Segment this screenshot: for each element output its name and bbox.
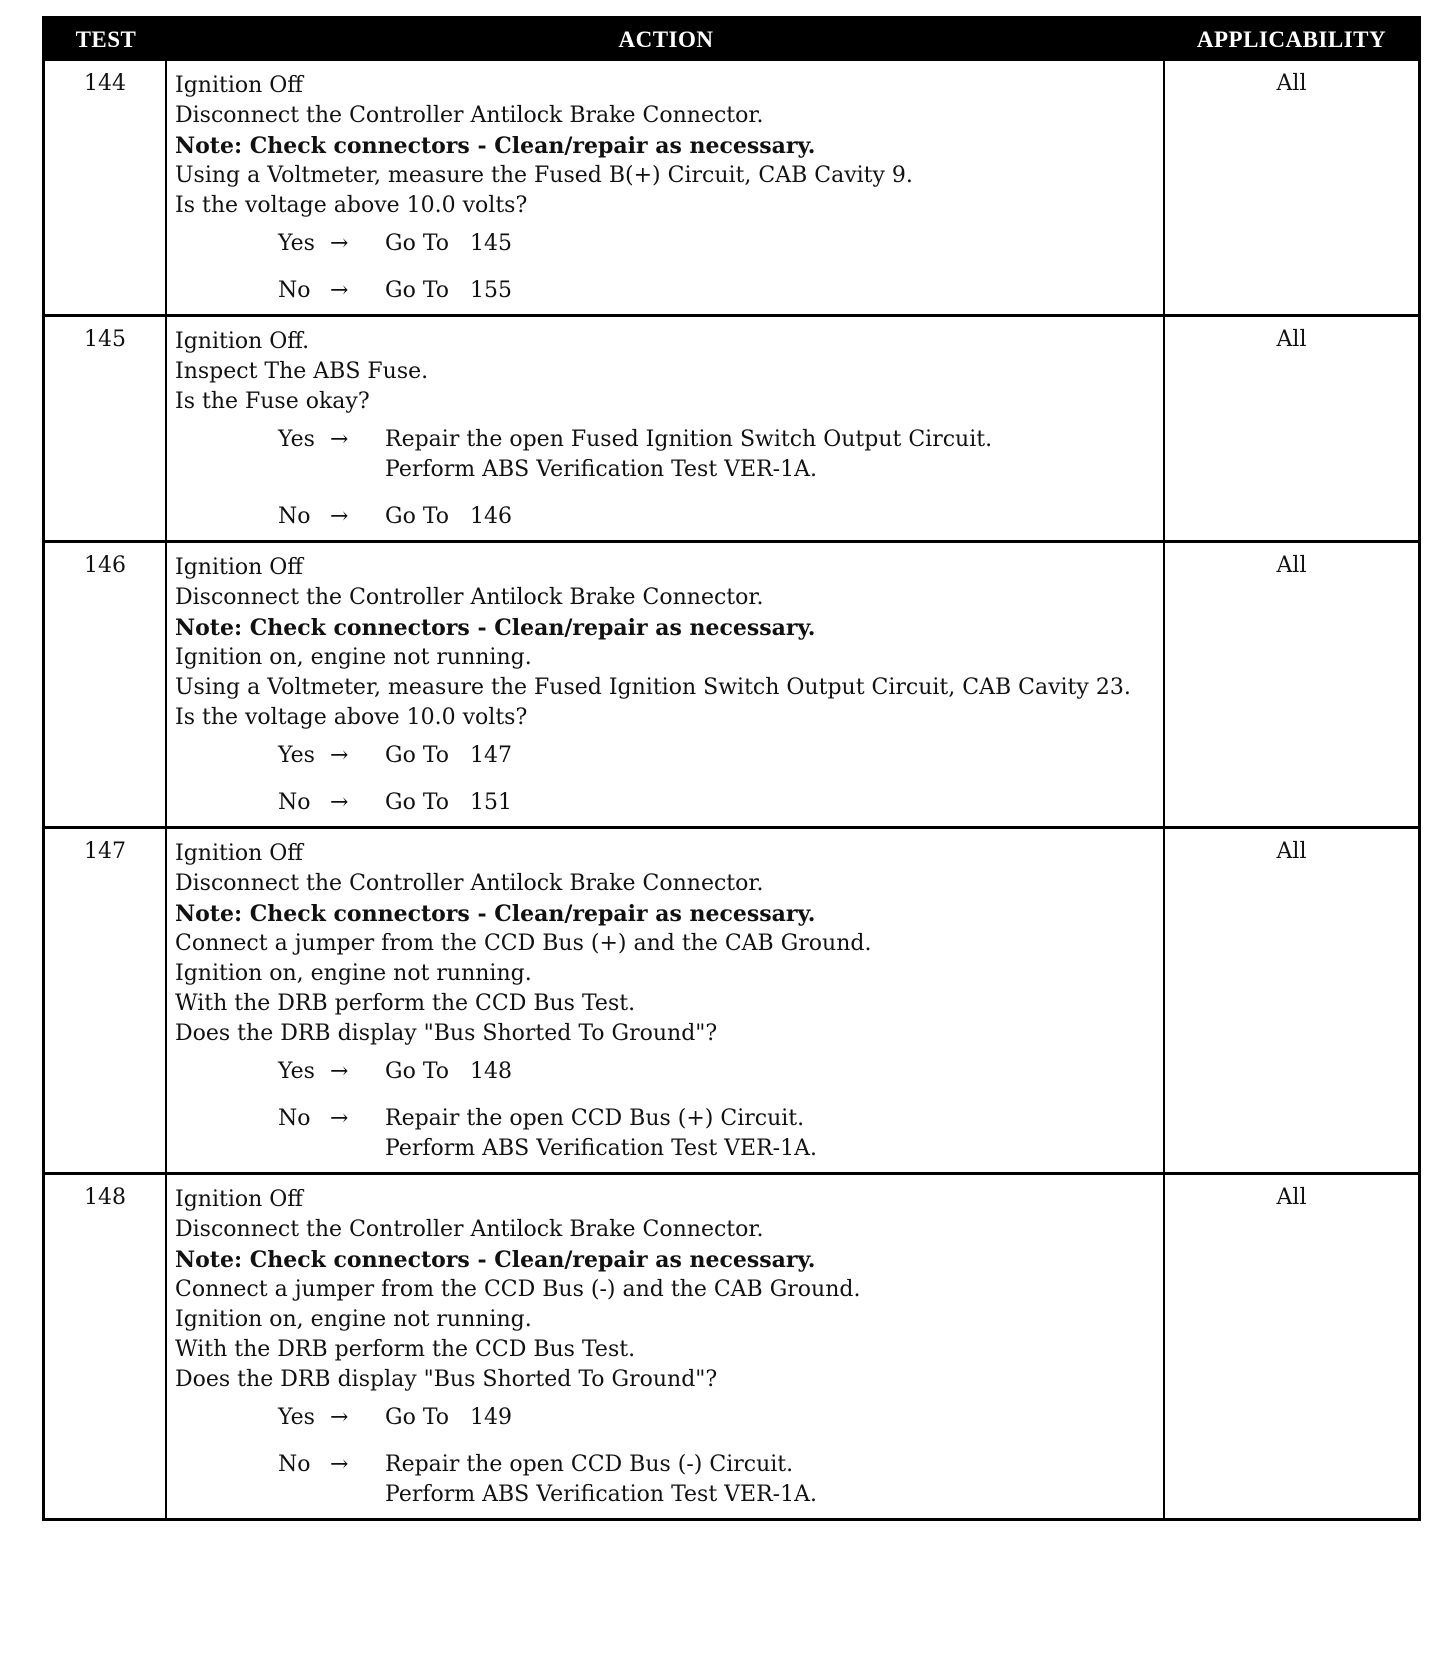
branch-no <box>278 502 1157 532</box>
action-step: Ignition Off <box>175 555 303 580</box>
branch-list <box>175 741 1157 818</box>
header-test: TEST <box>75 27 137 52</box>
action-step: Ignition Off <box>175 73 303 98</box>
action-note: Note: Check connectors - Clean/repair as necessary. <box>175 901 816 927</box>
branch-no <box>278 788 1157 818</box>
branch-result <box>385 229 1157 259</box>
branch-result-line: Repair the open Fused Ignition Switch Output Circuit. <box>385 427 993 452</box>
branch-label: Yes <box>278 1405 315 1430</box>
action-step: Inspect The ABS Fuse. <box>175 359 429 384</box>
table-row <box>45 826 1418 1172</box>
action-step: Connect a jumper from the CCD Bus (+) and the CAB Ground. <box>175 931 872 956</box>
branch-result <box>385 1450 1157 1510</box>
branch-label: Yes <box>278 427 315 452</box>
branch-yes <box>278 741 1157 771</box>
branch-result-line: Go To 145 <box>385 231 512 256</box>
branch-label: No <box>278 1452 311 1477</box>
branch-yes <box>278 1403 1157 1433</box>
action-step: Disconnect the Controller Antilock Brake Connector. <box>175 103 764 128</box>
test-number: 146 <box>45 543 167 826</box>
action-step: Disconnect the Controller Antilock Brake Connector. <box>175 1217 764 1242</box>
action-step: Is the voltage above 10.0 volts? <box>175 193 528 218</box>
arrow-right-icon: → <box>330 427 349 452</box>
applicability-value: All <box>1276 1185 1307 1210</box>
branch-no <box>278 1450 1157 1510</box>
branch-result <box>385 502 1157 532</box>
branch-result <box>385 1057 1157 1087</box>
action-step: Disconnect the Controller Antilock Brake Connector. <box>175 871 764 896</box>
action-step: Is the voltage above 10.0 volts? <box>175 705 528 730</box>
branch-label: Yes <box>278 1059 315 1084</box>
action-step: Disconnect the Controller Antilock Brake Connector. <box>175 585 764 610</box>
branch-result-line: Go To 146 <box>385 504 512 529</box>
branch-list <box>175 1403 1157 1510</box>
branch-result <box>385 276 1157 306</box>
branch-result-line: Repair the open CCD Bus (+) Circuit. <box>385 1106 805 1131</box>
action-step: Ignition Off <box>175 1187 303 1212</box>
table-body <box>45 61 1418 1518</box>
test-number: 148 <box>45 1175 167 1518</box>
arrow-right-icon: → <box>330 1405 349 1430</box>
branch-label: Yes <box>278 743 315 768</box>
applicability-value: All <box>1276 71 1307 96</box>
applicability-value: All <box>1276 839 1307 864</box>
action-note: Note: Check connectors - Clean/repair as necessary. <box>175 1247 816 1273</box>
arrow-right-icon: → <box>330 1059 349 1084</box>
action-step: Ignition Off <box>175 841 303 866</box>
action-step: With the DRB perform the CCD Bus Test. <box>175 1337 636 1362</box>
branch-result-line: Perform ABS Verification Test VER-1A. <box>385 457 817 482</box>
branch-label: No <box>278 1106 311 1131</box>
arrow-right-icon: → <box>330 231 349 256</box>
branch-no <box>278 1104 1157 1164</box>
header-applicability: APPLICABILITY <box>1196 27 1387 52</box>
test-number: 145 <box>45 317 167 540</box>
test-number: 144 <box>45 61 167 314</box>
branch-result <box>385 788 1157 818</box>
action-cell <box>167 317 1165 540</box>
branch-label: No <box>278 790 311 815</box>
branch-result-line: Perform ABS Verification Test VER-1A. <box>385 1482 817 1507</box>
branch-yes <box>278 229 1157 259</box>
arrow-right-icon: → <box>330 743 349 768</box>
applicability-value: All <box>1276 327 1307 352</box>
branch-result-line: Go To 147 <box>385 743 512 768</box>
action-step: Does the DRB display "Bus Shorted To Ground"? <box>175 1021 718 1046</box>
branch-yes <box>278 425 1157 485</box>
arrow-right-icon: → <box>330 504 349 529</box>
branch-result <box>385 425 1157 485</box>
applicability-value: All <box>1276 553 1307 578</box>
action-step: Ignition on, engine not running. <box>175 645 532 670</box>
action-cell <box>167 543 1165 826</box>
table-row <box>45 61 1418 314</box>
branch-list <box>175 229 1157 306</box>
action-cell <box>167 1175 1165 1518</box>
branch-label: Yes <box>278 231 315 256</box>
branch-result-line: Go To 155 <box>385 278 512 303</box>
branch-result-line: Go To 148 <box>385 1059 512 1084</box>
branch-result <box>385 1104 1157 1164</box>
arrow-right-icon: → <box>330 1452 349 1477</box>
action-step: Ignition on, engine not running. <box>175 1307 532 1332</box>
action-step: Ignition on, engine not running. <box>175 961 532 986</box>
action-cell <box>167 829 1165 1172</box>
action-step: With the DRB perform the CCD Bus Test. <box>175 991 636 1016</box>
action-cell <box>167 61 1165 314</box>
action-note: Note: Check connectors - Clean/repair as necessary. <box>175 133 816 159</box>
table-row <box>45 314 1418 540</box>
diagnostic-table <box>42 16 1421 1521</box>
branch-label: No <box>278 278 311 303</box>
branch-result <box>385 741 1157 771</box>
branch-result <box>385 1403 1157 1433</box>
arrow-right-icon: → <box>330 1106 349 1131</box>
header-action: ACTION <box>618 27 714 52</box>
action-step: Ignition Off. <box>175 329 310 354</box>
action-step: Using a Voltmeter, measure the Fused Ignition Switch Output Circuit, CAB Cavity 23. <box>175 675 1131 700</box>
action-step: Using a Voltmeter, measure the Fused B(+) Circuit, CAB Cavity 9. <box>175 163 913 188</box>
action-step: Is the Fuse okay? <box>175 389 370 414</box>
table-header <box>45 19 1418 61</box>
action-step: Does the DRB display "Bus Shorted To Ground"? <box>175 1367 718 1392</box>
branch-no <box>278 276 1157 306</box>
branch-list <box>175 1057 1157 1164</box>
arrow-right-icon: → <box>330 278 349 303</box>
arrow-right-icon: → <box>330 790 349 815</box>
branch-result-line: Go To 149 <box>385 1405 512 1430</box>
action-note: Note: Check connectors - Clean/repair as necessary. <box>175 615 816 641</box>
action-step: Connect a jumper from the CCD Bus (-) and the CAB Ground. <box>175 1277 861 1302</box>
branch-yes <box>278 1057 1157 1087</box>
branch-result-line: Repair the open CCD Bus (-) Circuit. <box>385 1452 794 1477</box>
branch-label: No <box>278 504 311 529</box>
table-row <box>45 540 1418 826</box>
branch-result-line: Perform ABS Verification Test VER-1A. <box>385 1136 817 1161</box>
branch-list <box>175 425 1157 532</box>
table-row <box>45 1172 1418 1518</box>
test-number: 147 <box>45 829 167 1172</box>
branch-result-line: Go To 151 <box>385 790 512 815</box>
